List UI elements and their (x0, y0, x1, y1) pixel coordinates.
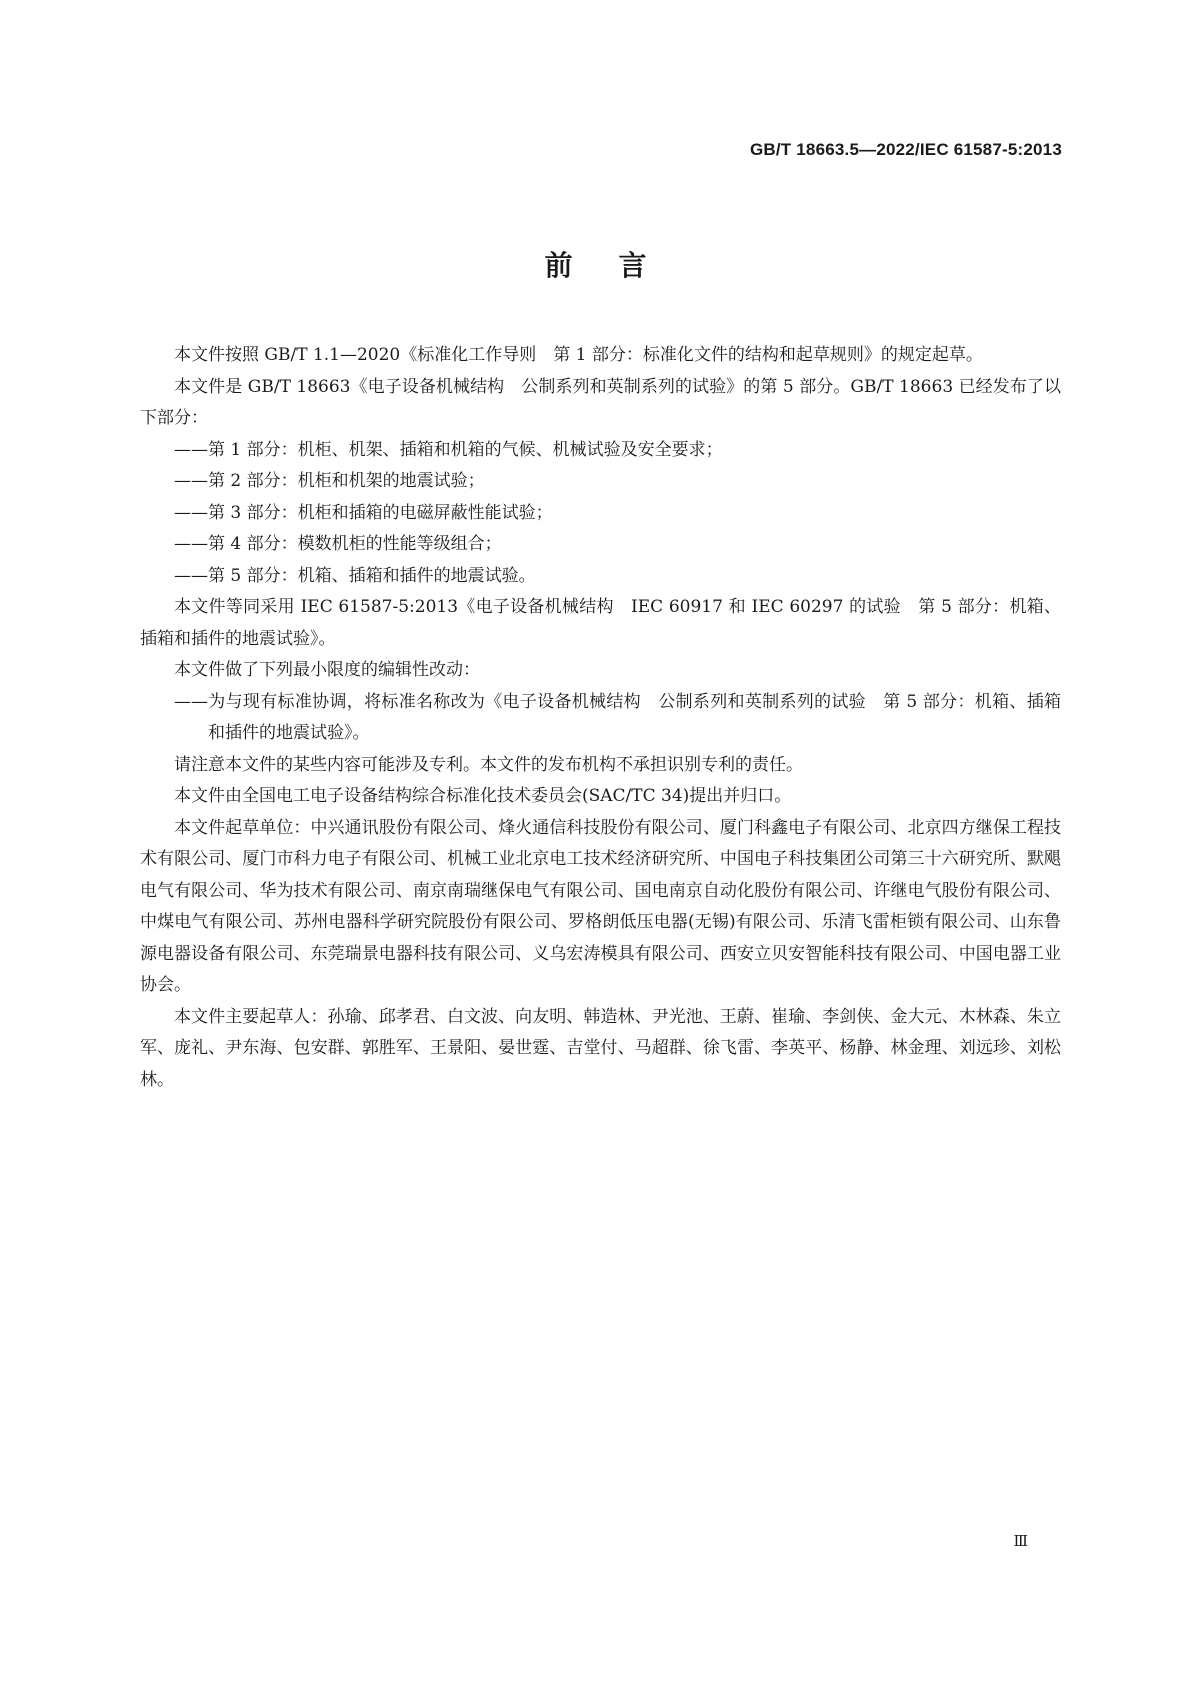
list-item-editorial-change: ——为与现有标准协调，将标准名称改为《电子设备机械结构 公制系列和英制系列的试验 第 5 部分：机箱、插箱和插件的地震试验》。 (174, 691, 1061, 743)
paragraph-editorial-changes: 本文件做了下列最小限度的编辑性改动： (174, 660, 480, 680)
list-item-part-3: ——第 3 部分：机柜和插箱的电磁屏蔽性能试验； (174, 502, 553, 523)
list-item-part-4: ——第 4 部分：模数机柜的性能等级组合； (174, 534, 502, 554)
list-item-part-2: ——第 2 部分：机柜和机架的地震试验； (174, 471, 485, 491)
page-title: 前言 (544, 249, 693, 282)
paragraph-committee: 本文件由全国电工电子设备结构综合标准化技术委员会(SAC/TC 34)提出并归口。 (174, 786, 792, 806)
list-item-part-5: ——第 5 部分：机箱、插箱和插件的地震试验。 (174, 565, 536, 586)
document-body (140, 340, 1061, 1096)
paragraph-series-intro: 本文件是 GB/T 18663《电子设备机械结构 公制系列和英制系列的试验》的第 5 部分。GB/T 18663 已经发布了以下部分： (140, 376, 1061, 428)
paragraph-patent-notice: 请注意本文件的某些内容可能涉及专利。本文件的发布机构不承担识别专利的责任。 (174, 754, 803, 775)
paragraph-iec-adoption: 本文件等同采用 IEC 61587-5:2013《电子设备机械结构 IEC 60917 和 IEC 60297 的试验 第 5 部分：机箱、插箱和插件的地震试验》。 (140, 597, 1061, 649)
standard-number: GB/T 18663.5—2022/IEC 61587-5:2013 (749, 140, 1062, 159)
list-item-part-1: ——第 1 部分：机柜、机架、插箱和机箱的气候、机械试验及安全要求； (174, 439, 723, 460)
paragraph-drafting-rules: 本文件按照 GB/T 1.1—2020《标准化工作导则 第 1 部分：标准化文件的结构和起草规则》的规定起草。 (174, 345, 983, 365)
paragraph-drafters: 本文件主要起草人：孙瑜、邱孝君、白文波、向友明、韩造林、尹光池、王蔚、崔瑜、李剑侠、金大元、木林森、朱立军、庞礼、尹东海、包安群、郭胜军、王景阳、晏世霆、吉堂付、马超群、徐飞雷、李英平、杨静、林金理、刘远珍、刘松林。 (140, 1006, 1061, 1090)
paragraph-drafting-organizations: 本文件起草单位：中兴通讯股份有限公司、烽火通信科技股份有限公司、厦门科鑫电子有限公司、北京四方继保工程技术有限公司、厦门市科力电子有限公司、机械工业北京电工技术经济研究所、中国电子科技集团公司第三十六研究所、默飓电气有限公司、华为技术有限公司、南京南瑞继保电气有限公司、国电南京自动化股份有限公司、许继电气股份有限公司、中煤电气有限公司、苏州电器科学研究院股份有限公司、罗格朗低压电器(无锡)有限公司、乐清飞雷柜锁有限公司、山东鲁源电器设备有限公司、东莞瑞景电器科技有限公司、义乌宏涛模具有限公司、西安立贝安智能科技有限公司、中国电器工业协会。 (140, 817, 1061, 995)
page-number: Ⅲ (1013, 1532, 1028, 1550)
